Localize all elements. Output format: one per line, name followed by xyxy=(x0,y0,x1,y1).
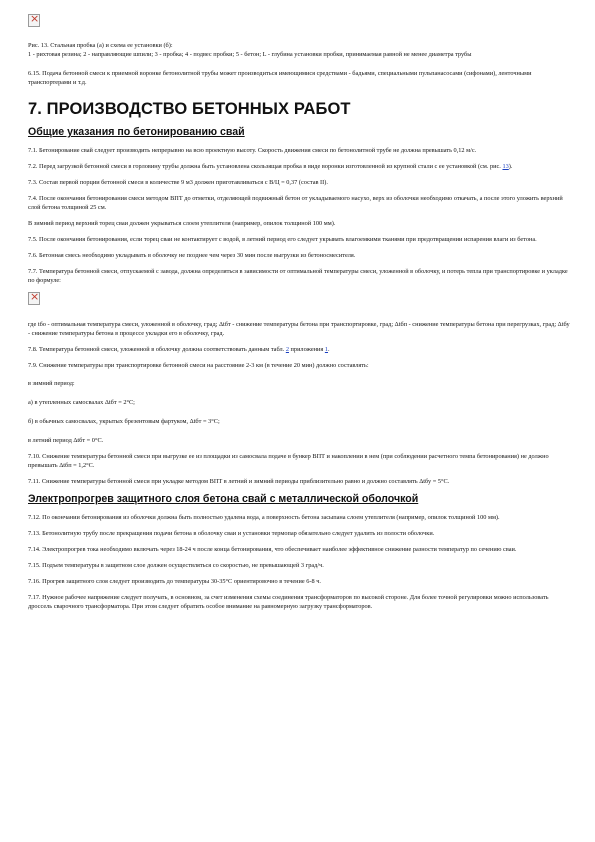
paragraph-7-15: 7.15. Подъем температуры в защитном слое должен осуществляться со скоростью, не превышающей 3 град/ч. xyxy=(28,562,324,569)
paragraph-7-6: 7.6. Бетонная смесь необходимо укладывать в оболочку не позднее чем через 30 мин после выгрузки из бетоносмесителя. xyxy=(28,252,356,259)
paragraph-7-12: 7.12. По окончании бетонирования из оболочки должна быть полностью удалена вода, а поверхность бетона засыпана слоем утеплителя (например, опилок толщиной 100 мм). xyxy=(28,514,500,521)
paragraph-7-3: 7.3. Состав первой порции бетонной смеси в количестве 9 м3 должен приготавливаться с В/Ц = 0,37 (состав II). xyxy=(28,179,328,186)
document-page xyxy=(28,14,573,611)
paragraph-7-8: 7.8. Температура бетонной смеси, уложенной в оболочку должна соответствовать данным табл. 2 приложения 1. xyxy=(28,346,330,353)
paragraph-7-1: 7.1. Бетонирование свай следует производить непрерывно на всю проектную высоту. Скорость движения смеси по бетонолитной трубе не должна превышать 0,12 м/с. xyxy=(28,147,477,154)
paragraph-7-13: 7.13. Бетонолитную трубу после прекращения подачи бетона в оболочку сваи и установки термопар обязательно следует удалить из полости оболочки. xyxy=(28,530,435,537)
paragraph-7-7: 7.7. Температура бетонной смеси, отпускаемой с завода, должна определяться в зависимости от оптимальной температуры смеси, уложенной в оболочку, и потерь тепла при транспортировке и укладке по формуле: xyxy=(28,268,568,284)
subsection-heating-title: Электропрогрев защитного слоя бетона свай с металлической оболочкой xyxy=(28,493,419,505)
paragraph-7-17: 7.17. Нужное рабочее напряжение следует получать, в основном, за счет изменения схемы соединения трансформаторов по высокой стороне. Для более точной регулировки можно использовать дроссель сварочного трансформатора. При этом следует обратить особое внимание на равномерную загрузку трансформаторов. xyxy=(28,594,549,610)
paragraph-7-16: 7.16. Прогрев защитного слоя следует производить до температуры 30-35°С ориентировочно в течение 6-8 ч. xyxy=(28,578,321,585)
figure-caption: Рис. 13. Стальная пробка (а) и схема ее установки (б): xyxy=(28,42,173,49)
appendix-1-link[interactable]: 1 xyxy=(324,346,329,353)
paragraph-7-5: 7.5. После окончания бетонирования, если торец сваи не контактирует с водой, в летний период его следует укрывать влагоемкими тканями при предотвращении испарения влаги из бетона. xyxy=(28,236,537,243)
figure-legend: 1 - рихтовая резина; 2 - направляющие шпили; 3 - пробка; 4 - подвес пробки; 5 - бетон; L - глубина установки пробки, принимаемая равной не менее диаметра трубы xyxy=(28,51,472,58)
paragraph-7-2: 7.2. Перед загрузкой бетонной смеси в горловину трубы должна быть установлена скользящая пробка в виде воронки изготовленной из крупной стали с ее установкой (см. рис. 13). xyxy=(28,163,513,170)
figure-13-link[interactable]: 13 xyxy=(502,163,509,170)
paragraph-7-11: 7.11. Снижение температуры бетонной смеси при укладке методом ВПТ в летний и зимний периоды приблизительно равно и должно составлять Δtбу = 5°С. xyxy=(28,478,450,485)
section-title: 7. ПРОИЗВОДСТВО БЕТОННЫХ РАБОТ xyxy=(28,100,351,118)
paragraph-summer: в летний период Δtбт = 0°С. xyxy=(28,437,104,444)
paragraph-winter: в зимний период: xyxy=(28,380,75,387)
paragraph-7-4b: В зимний период верхний торец сваи должен укрываться слоем утеплителя (например, опилок толщиной 100 мм). xyxy=(28,220,336,227)
broken-formula-image-icon xyxy=(28,292,40,305)
paragraph-7-9: 7.9. Снижение температуры при транспортировке бетонной смеси на расстояние 2-3 км (в течение 20 мин) должно составлять: xyxy=(28,362,369,369)
paragraph-7-4: 7.4. После окончания бетонирования смеси методом ВПТ до отметки, отделяющей подвижный бетон от укладываемого насухо, верх из оболочки необходимо откачать, а после этого уложить верхний слой бетона толщиной 25 см. xyxy=(28,195,563,211)
paragraph-7-10: 7.10. Снижение температуры бетонной смеси при выгрузке ее из площадки из самосвала подаче в бункер ВПТ и накоплении в нем (при соблюдении расчетного темпа бетонирования) не должно превышать Δtбп = 1,2°С. xyxy=(28,453,549,469)
broken-image-icon xyxy=(28,14,40,27)
paragraph-7-14: 7.14. Электропрогрев тока необходимо включать через 18-24 ч после конца бетонирования, что обеспечивает наиболее эффективное снижение разности температур по сечению сваи. xyxy=(28,546,517,553)
subsection-title: Общие указания по бетонированию свай xyxy=(28,126,245,138)
paragraph-where: где tбо - оптимальная температура смеси, уложенной в оболочку, град; Δtбт - снижение температуры бетона при транспортировке, град; Δtбп - снижение температуры бетона при перегрузках, град; Δtбу - снижение температуры бетона в процессе укладки его в оболочку, град. xyxy=(28,321,570,337)
paragraph-a: а) в утепленных самосвалах Δtбт = 2°С; xyxy=(28,399,135,406)
paragraph-b: б) в обычных самосвалах, укрытых брезентовым фартуком, Δtбт = 3°С; xyxy=(28,418,220,425)
table-2-link[interactable]: 2 xyxy=(285,346,289,353)
paragraph-6-15: 6.15. Подача бетонной смеси к приемной воронке бетонолитной трубы может производиться имеющимися средствами - бадьями, специальными пульпанасосами (сифонами), ленточными транспортерами и т.д. xyxy=(28,70,532,86)
